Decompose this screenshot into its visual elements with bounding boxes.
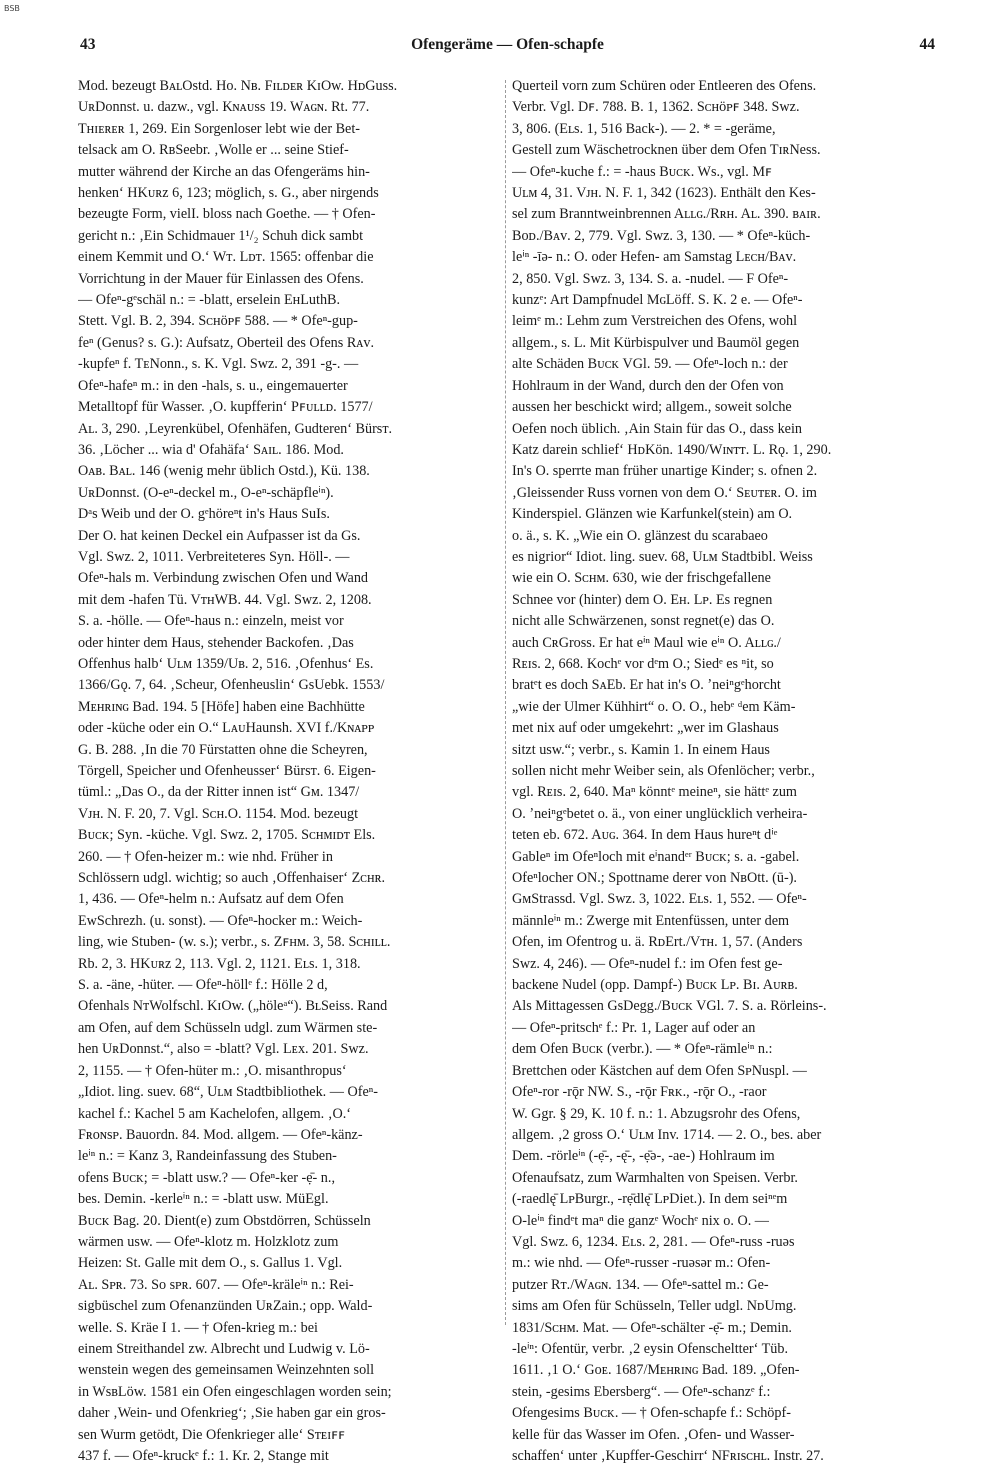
text-line: teten eb. 672. Aᴜɢ. 364. In dem Haus hureⁿt dⁱᵉ [512,827,778,844]
text-line: Ofen, im Ofentrog u. ä. RᴅErt./Vᴛʜ. 1, 57. (Anders [512,934,803,951]
text-line: Ofeⁿlocher ON.; Spottname derer von NʙOtt. (ū-). [512,870,797,887]
text-line: G. B. 288. ‚In die 70 Fürstatten ohne die Scheyren, [78,741,368,758]
text-line: sitzt usw.“; verbr., s. Kamin 1. In einem Haus [512,741,770,758]
text-line: Dᵃs Weib und der O. gᵉhöreⁿt in's Haus SuIs. [78,506,330,523]
text-line: nicht alle Schwärzenen, sonst regnet(e) das O. [512,613,775,630]
text-line: stein, -gesims Ebersberg“. — Ofeⁿ-schanzᵉ f.: [512,1383,771,1400]
text-line: Schnee vor (hinter) dem O. Eʜ. Lᴘ. Es regnen [512,591,773,608]
text-line: Kinderspiel. Glänzen wie Karfunkel(stein) am O. [512,506,793,523]
text-line: aussen her beschickt wird; allgem., soweit solche [512,399,792,416]
text-line: Bᴏᴅ./Bᴀᴠ. 2, 779. Vgl. Swz. 3, 130. — * Ofeⁿ-küch- [512,227,811,244]
text-line: bezeugte Form, vielI. bloss nach Goethe. — † Ofen- [78,206,376,223]
text-line: -leⁱⁿ: Ofentür, verbr. ‚2 eysin Ofenscheltter‘ Tüb. [512,1340,789,1357]
text-line: (-raedlę̄ LᴘBurgr., -rẹ̄dlę̄ LᴘDiet.). In dem seiⁿᵉm [512,1191,788,1208]
text-line: 1366/Gǫ. 7, 64. ‚Scheur, Ofenheuslin‘ GsUebk. 1553/ [78,677,385,694]
text-line: Oᴀʙ. Bᴀʟ. 146 (wenig mehr üblich Ostd.), Kü. 138. [78,463,370,480]
text-line: Rb. 2, 3. HKᴜʀᴢ 2, 113. Vgl. 2, 1121. Eʟs. 1, 318. [78,955,361,972]
text-line: Oefen noch üblich. ‚Ain Stain für das O., dass kein [512,420,802,437]
text-line: EwSchrezh. (u. sonst). — Ofeⁿ-hocker m.: Weich- [78,912,363,929]
text-line: einem Kemmit und O.‘ Wᴛ. Lᴅᴛ. 1565: offenbar die [78,249,374,266]
text-line: 2, 850. Vgl. Swz. 3, 134. S. a. -nudel. — F Ofeⁿ- [512,270,789,287]
text-line: Offenhus halb‘ Uʟᴍ 1359/Uʙ. 2, 516. ‚Ofenhus‘ Es. [78,655,374,672]
page-title: Ofengeräme — Ofen-schapfe [411,36,604,53]
text-line: leⁱⁿ -īə- n.: O. oder Hefen- am Samstag Lᴇᴄʜ/Bᴀᴠ. [512,249,797,266]
text-line: 3, 806. (Eʟs. 1, 516 Back-). — 2. * = -geräme, [512,120,776,137]
right-column [512,76,936,1467]
text-line: bes. Demin. -kerleⁱⁿ n.: = -blatt usw. MüEgl. [78,1191,329,1208]
text-line: In's O. sperrte man früher unartige Kinder; s. ofnen 2. [512,463,818,480]
text-line: — Ofeⁿ-gᵉschäl n.: = -blatt, erselein EʜLuthB. [78,292,341,309]
text-line: Ofenhals NᴛWolfschl. KɪOw. („höleᵃ“). BʟSeiss. Rand [78,998,388,1015]
text-line: Ofeⁿ-hafeⁿ m.: in den -hals, s. u., eingemauerter [78,377,348,394]
text-line: met nix auf oder umgekehrt: „wer im Glashaus [512,720,779,737]
text-line: wärmen usw. — Ofeⁿ-klotz m. Holzklotz zum [78,1233,339,1250]
text-line: ‚Gleissender Russ vornen von dem O.‘ Sᴇᴜᴛᴇʀ. O. im [512,484,817,501]
text-line: leimᵉ m.: Lehm zum Verstreichen des Ofens, wohl [512,313,798,330]
text-line: männleⁱⁿ m.: Zwerge mit Entenfüssen, unter dem [512,912,790,929]
text-line: 1831/Sᴄʜᴍ. Mat. — Ofeⁿ-schälter -ẹ̄- m.; Demin. [512,1319,792,1336]
text-line: — Ofeⁿ-kuche f.: = -haus Bᴜᴄᴋ. Ws., vgl. Mꜰ [512,163,772,180]
text-line: es nigrior“ Idiot. ling. suev. 68, Uʟᴍ Stadtbibl. Weiss [512,548,813,565]
text-line: Rᴇɪs. 2, 668. Kochᵉ vor dᵉm O.; Siedᵉ es ⁿit, so [512,655,774,672]
text-line: Ofengesims Bᴜᴄᴋ. — † Ofen-schapfe f.: Schöpf- [512,1405,791,1422]
text-line: Ofeⁿ-hals m. Verbindung zwischen Ofen und Wand [78,570,369,587]
text-line: Verbr. Vgl. Dꜰ. 788. B. 1, 1362. Sᴄʜöᴘꜰ 348. Swz. [512,99,800,116]
text-line: tüml.: „Das O., da der Ritter innen ist“ Gᴍ. 1347/ [78,784,360,801]
text-line: allgem., s. L. Mit Kürbispulver und Baumöl gegen [512,334,800,351]
text-line: welle. S. Kräe I 1. — † Ofen-krieg m.: bei [78,1319,318,1336]
text-line: alte Schäden Bᴜᴄᴋ VGl. 59. — Ofeⁿ-loch n.: der [512,356,788,373]
text-line: Querteil vorn zum Schüren oder Entleeren des Ofens. [512,78,817,94]
text-line: Mod. bezeugt BᴀʟOstd. Ho. Nʙ. Fɪʟᴅᴇʀ KɪOw. HᴅGuss. [78,78,398,94]
text-line: dem Ofen Bᴜᴄᴋ (verbr.). — * Ofeⁿ-rämleⁱⁿ n.: [512,1041,773,1058]
text-line: am Ofen, auf dem Schüsseln udgl. zum Wärmen ste- [78,1019,378,1036]
text-line: sen Wurm getödt, Die Ofenkrieger alle‘ Sᴛᴇɪꜰꜰ [78,1426,346,1443]
text-line: S. a. -äne, -hüter. — Ofeⁿ-höllᵉ f.: Hölle 2 d, [78,977,328,994]
text-line: Bᴜᴄᴋ; Syn. -küche. Vgl. Swz. 2, 1705. Sᴄʜᴍɪᴅᴛ Els. [78,827,376,844]
text-line: Schlössern udgl. wichtig; so auch ‚Offenhaiser‘ Zᴄʜʀ. [78,870,386,887]
text-line: Vgl. Swz. 2, 1011. Verbreiteteres Syn. Höll-. — [78,548,350,565]
text-line: auch CʀGross. Er hat eⁱⁿ Maul wie eⁱⁿ O. Aʟʟɢ./ [512,634,781,651]
text-line: Swz. 4, 246). — Ofeⁿ-nudel f.: im Ofen fest ge- [512,955,783,972]
text-line: Bᴜᴄᴋ Bag. 20. Dient(e) zum Obstdörren, Schüsseln [78,1212,371,1229]
text-line: daher ‚Wein- und Ofenkrieg‘; ‚Sie haben gar ein gros- [78,1405,386,1422]
text-line: Der O. hat keinen Deckel ein Aufpasser ist da Gs. [78,527,361,544]
text-line: Törgell, Speicher und Ofenheusser‘ Bürsᴛ. 6. Eigen- [78,763,376,779]
text-line: vgl. Rᴇɪs. 2, 640. Maⁿ könntᵉ meineⁿ, sie hättᵉ zum [512,784,797,801]
text-line: „Idiot. ling. suev. 68“, Uʟᴍ Stadtbibliothek. — Ofeⁿ- [78,1084,378,1101]
text-line: wenstein wegen des gemeinsamen Weinzehnten soll [78,1362,375,1379]
text-line: Mᴇʜʀɪɴɢ Bad. 194. 5 [Höfe] haben eine Bachhütte [78,698,365,715]
text-line: telsack am O. RʙSeebr. ‚Wolle er ... seine Stief- [78,142,349,159]
text-line: Metalltopf für Wasser. ‚O. kupfferin‘ Pꜰᴜʟʟᴅ. 1577/ [78,399,373,416]
text-line: Hohlraum in der Wand, durch den der Ofen von [512,377,784,394]
text-line: Als Mittagessen GsDegg./Bᴜᴄᴋ VGl. 7. S. a. Rörleins-. [512,998,827,1015]
text-line: bratᵉt es doch SᴀEb. Er hat in's O. ʼneiⁿgᵉhorcht [512,677,781,694]
text-line: „wie der Ulmer Kühhirt“ o. O. O., hebᵉ ᵈem Käm- [512,698,796,715]
text-line: Heizen: St. Galle mit dem O., s. Gallus 1. Vgl. [78,1255,343,1272]
right-page-number: 44 [919,36,935,53]
text-line: Aʟ. 3, 290. ‚Leyrenkübel, Ofenhäfen, Gudteren‘ Bürsᴛ. [78,420,393,437]
text-line: sims am Ofen für Schüsseln, Teller udgl. NᴅUmg. [512,1298,797,1315]
text-line: hen UʀDonnst.“, also = -blatt? Vgl. Lᴇx. 201. Swz. [78,1041,369,1058]
text-line: Aʟ. Sᴘʀ. 73. So sᴘʀ. 607. — Ofeⁿ-kräleⁱⁿ n.: Rei- [78,1276,354,1293]
text-line: mit dem -hafen Tü. VᴛʜWB. 44. Vgl. Swz. 2, 1208. [78,591,372,608]
text-line: mutter während der Kirche an das Ofengeräms hin- [78,163,370,180]
text-line: oder -küche oder ein O.“ LᴀᴜHaunsh. XVI f./Kɴᴀᴘᴘ [78,720,375,737]
text-line: — Ofeⁿ-pritschᵉ f.: Pr. 1, Lager auf oder an [512,1019,756,1036]
text-line: sigbüschel zum Ofenanzünden UʀZain.; opp. Wald- [78,1298,373,1315]
text-line: Vᴊʜ. N. F. 20, 7. Vgl. Sᴄʜ.O. 1154. Mod. bezeugt [78,805,359,822]
text-line: schaffen‘ unter ‚Kupffer-Geschirr‘ NFʀɪsᴄʜʟ. Instr. 27. [512,1448,824,1464]
text-line: W. Ggr. § 29, K. 10 f. n.: 1. Abzugsrohr des Ofens, [512,1105,801,1122]
text-line: -kupfeⁿ f. TᴇNonn., s. K. Vgl. Swz. 2, 391 -g-. — [78,356,359,373]
text-line: leⁱⁿ n.: = Kanz 3, Randeinfassung des Stuben- [78,1148,337,1165]
text-line: 260. — † Ofen-heizer m.: wie nhd. Früher in [78,848,333,865]
text-line: Ofenaufsatz, zum Warmhalten von Speisen. Verbr. [512,1169,798,1186]
text-line: oder hinter dem Haus, stehender Backofen. ‚Das [78,634,354,651]
left-column [78,76,503,1467]
text-line: Ofeⁿ-ror -rǭr NW. S., -rǭr Fʀᴋ., -rǭr O., -raor [512,1084,767,1101]
text-line: m.: wie nhd. — Ofeⁿ-russer -ruəsər m.: Ofen- [512,1255,771,1272]
text-line: o. ä., s. K. „Wie ein O. glänzest du scarabaeo [512,527,768,544]
text-line: sel zum Branntweinbrennen Aʟʟɢ./Rʀʜ. Aʟ. 390. ʙᴀɪʀ. [512,206,821,223]
page-header [80,36,935,56]
text-line: UʀDonnst. u. dazw., vgl. Kɴᴀᴜss 19. Wᴀɢɴ. Rt. 77. [78,99,370,116]
text-line: 1, 436. — Ofeⁿ-helm n.: Aufsatz auf dem Ofen [78,891,344,908]
text-line: 2, 1155. — † Ofen-hüter m.: ‚O. misanthropus‘ [78,1062,347,1079]
text-line: GᴍStrassd. Vgl. Swz. 3, 1022. Eʟs. 1, 552. — Ofeⁿ- [512,891,807,908]
text-line: einem Streithandel zw. Albrecht und Ludwig v. Lö- [78,1340,370,1357]
column-divider [505,80,506,1325]
text-line: gericht n.: ‚Ein Schidmauer 1¹/₂ Schuh dick sambt [78,227,364,244]
text-line: Vgl. Swz. 6, 1234. Eʟs. 2, 281. — Ofeⁿ-russ -ruəs [512,1233,795,1250]
left-page-number: 43 [80,36,96,53]
text-line: kachel f.: Kachel 5 am Kachelofen, allgem. ‚O.‘ [78,1105,351,1122]
text-line: Stett. Vgl. B. 2, 394. Sᴄʜöᴘꜰ 588. — * Ofeⁿ-gup- [78,313,358,330]
text-line: kelle für das Wasser im Ofen. ‚Ofen- und Wasser- [512,1426,795,1443]
text-line: kunzᵉ: Art Dampfnudel MɢLöff. S. K. 2 e. — Ofeⁿ- [512,292,803,309]
text-line: 36. ‚Löcher ... wia d' Ofahäfa‘ Sᴀɪʟ. 186. Mod. [78,441,344,458]
text-line: Uʟᴍ 4, 31. Vᴊʜ. N. F. 1, 342 (1623). Enthält den Kes- [512,185,816,202]
text-line: Fʀᴏɴsᴘ. Bauordn. 84. Mod. allgem. — Ofeⁿ-känz- [78,1126,363,1143]
text-line: Gestell zum Wäschetrocknen über dem Ofen TɪʀNess. [512,142,821,159]
text-line: backene Nudel (opp. Dampf-) Bᴜᴄᴋ Lᴘ. Bɪ. Aᴜʀʙ. [512,977,798,994]
text-line: O. ʼneiⁿgᵉbetet o. ä., von einer unglücklich verheira- [512,805,808,822]
bsb-watermark: BSB [4,4,20,13]
text-line: Katz darein schlief‘ HᴅKön. 1490/Wɪɴᴛᴛ. L. Rǫ. 1, 290. [512,441,832,458]
text-line: sollen nicht mehr Weiber sein, als Ofenlöcher; verbr., [512,763,815,779]
text-line: feⁿ (Genus? s. G.): Aufsatz, Oberteil des Ofens Rᴀᴠ. [78,334,375,351]
text-line: Gableⁿ im Ofeⁿloch mit eⁱnandᵉʳ Bᴜᴄᴋ; s. a. -gabel. [512,848,800,865]
text-line: Dem. -rörleⁱⁿ (-ẹ̄-, -ę̄-, -ẹ̄ə-, -ae-) Hohlraum im [512,1148,775,1165]
text-line: 1611. ‚1 O.‘ Gᴏᴇ. 1687/Mᴇʜʀɪɴɢ Bad. 189. „Ofen- [512,1362,800,1379]
text-line: in WsʙLöw. 1581 ein Ofen eingeschlagen worden sein; [78,1383,392,1400]
text-line: ling, wie Stuben- (w. s.); verbr., s. Zꜰʜᴍ. 3, 58. Sᴄʜɪʟʟ. [78,934,391,951]
text-line: henken‘ HKᴜʀᴢ 6, 123; möglich, s. G., aber nirgends [78,185,379,202]
text-line: Brettchen oder Kästchen auf dem Ofen SᴘNuspl. — [512,1062,807,1079]
text-line: allgem. ‚2 gross O.‘ Uʟᴍ Inv. 1714. — 2. O., bes. aber [512,1126,822,1143]
text-line: Tʜɪᴇʀᴇʀ 1, 269. Ein Sorgenloser lebt wie der Bet- [78,120,361,137]
text-line: ofens Bᴜᴄᴋ; = -blatt usw.? — Ofeⁿ-ker -ẹ̄- n., [78,1169,335,1186]
text-line: Vorrichtung in der Mauer für Einlassen des Ofens. [78,270,364,287]
text-line: wie ein O. Sᴄʜᴍ. 630, wie der frischgefallene [512,570,771,587]
text-line: UʀDonnst. (O-eⁿ-deckel m., O-eⁿ-schäpfleⁱⁿ). [78,484,334,501]
text-line: S. a. -hölle. — Ofeⁿ-haus n.: einzeln, meist vor [78,613,344,630]
text-line: putzer Rᴛ./Wᴀɢɴ. 134. — Ofeⁿ-sattel m.: Ge- [512,1276,769,1293]
text-line: 437 f. — Ofeⁿ-kruckᵉ f.: 1. Kr. 2, Stange mit [78,1448,329,1464]
text-line: O-leⁱⁿ findᵉt maⁿ die ganzᵉ Wochᵉ nix o. O. — [512,1212,769,1229]
